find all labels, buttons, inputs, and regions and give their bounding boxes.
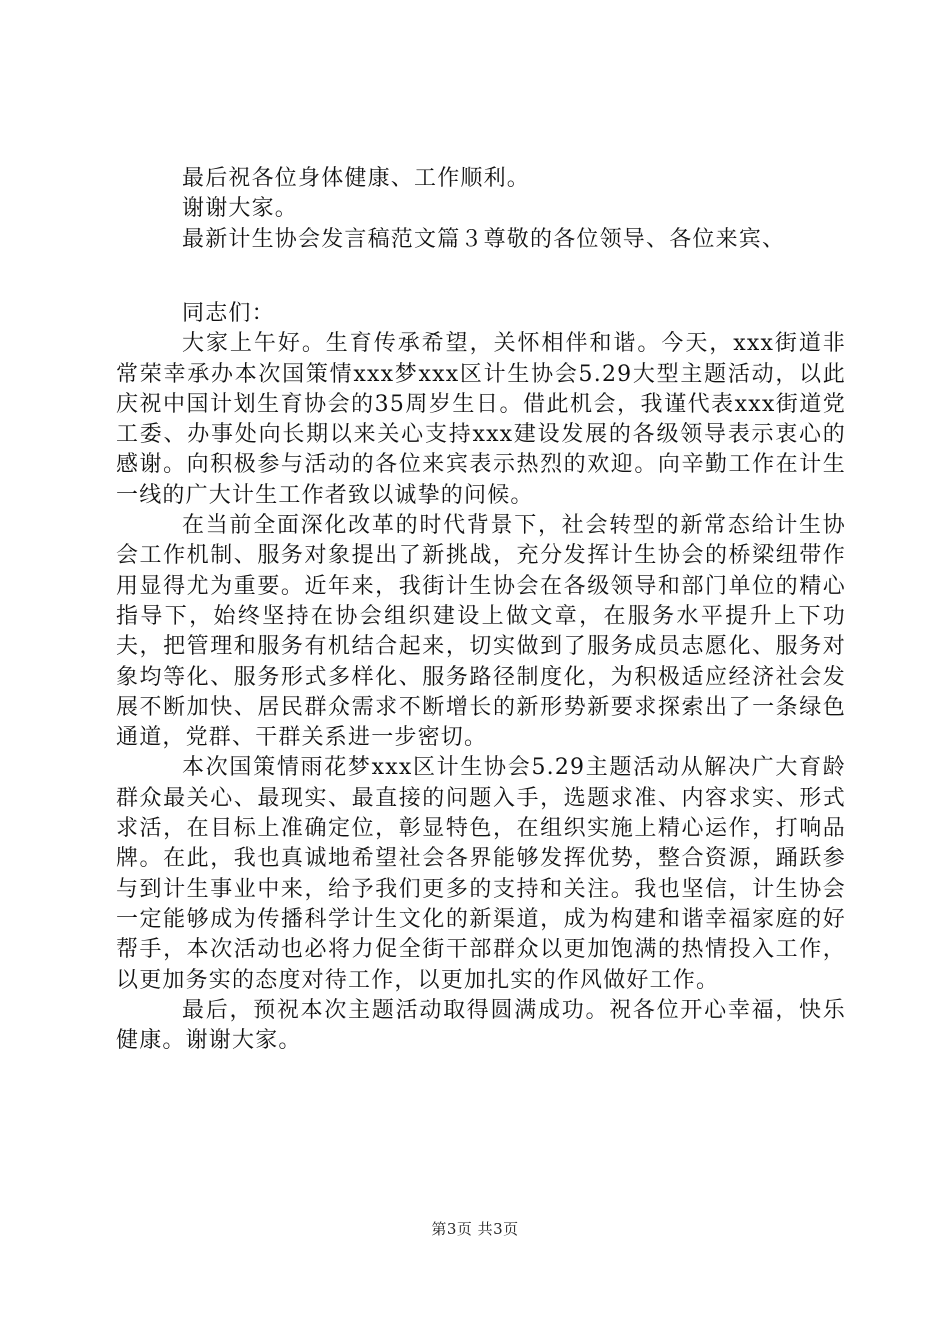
paragraph-activity: 本次国策情雨花梦xxx区计生协会5.29主题活动从解决广大育龄群众最关心、最现实、最直接的问题入手，选题求准、内容求实、形式求活，在目标上准确定位，彰显特色，在组织实施上精心运作，打响品牌。在此，我也真诚地希望社会各界能够发挥优势，整合资源，踊跃参与到计生事业中来，给予我们更多的支持和关注。我也坚信，计生协会一定能够成为传播科学计生文化的新渠道，成为构建和谐幸福家庭的好帮手，本次活动也必将力促全街干部群众以更加饱满的热情投入工作，以更加务实的态度对待工作，以更加扎实的作风做好工作。: [116, 755, 846, 993]
closing-lines-block: [116, 164, 846, 255]
speech-body-block: [116, 299, 846, 1056]
page-number-footer: 第3页 共3页: [431, 1220, 519, 1238]
salutation: 同志们：: [182, 301, 275, 326]
paragraph-reform: 在当前全面深化改革的时代背景下，社会转型的新常态给计生协会工作机制、服务对象提出了新挑战，充分发挥计生协会的桥梁纽带作用显得尤为重要。近年来，我街计生协会在各级领导和部门单位的精心指导下，始终坚持在协会组织建设上做文章，在服务水平提升上下功夫，把管理和服务有机结合起来，切实做到了服务成员志愿化、服务对象均等化、服务形式多样化、服务路径制度化，为积极适应经济社会发展不断加快、居民群众需求不断增长的新形势新要求探索出了一条绿色通道，党群、干群关系进一步密切。: [116, 513, 846, 751]
closing-wish-line: 最后祝各位身体健康、工作顺利。: [182, 166, 531, 191]
section-heading-line: 最新计生协会发言稿范文篇３尊敬的各位领导、各位来宾、: [182, 226, 786, 252]
thanks-line: 谢谢大家。: [182, 196, 299, 222]
paragraph-greeting: 大家上午好。生育传承希望，关怀相伴和谐。今天，xxx街道非常荣幸承办本次国策情xxx梦xxx区计生协会5.29大型主题活动，以此庆祝中国计划生育协会的35周岁生日。借此机会，我谨代表xxx街道党工委、办事处向长期以来关心支持xxx建设发展的各级领导表示衷心的感谢。向积极参与活动的各位来宾表示热烈的欢迎。向辛勤工作在计生一线的广大计生工作者致以诚挚的问候。: [116, 331, 846, 508]
paragraph-closing: 最后，预祝本次主题活动取得圆满成功。祝各位开心幸福，快乐健康。谢谢大家。: [116, 997, 846, 1054]
